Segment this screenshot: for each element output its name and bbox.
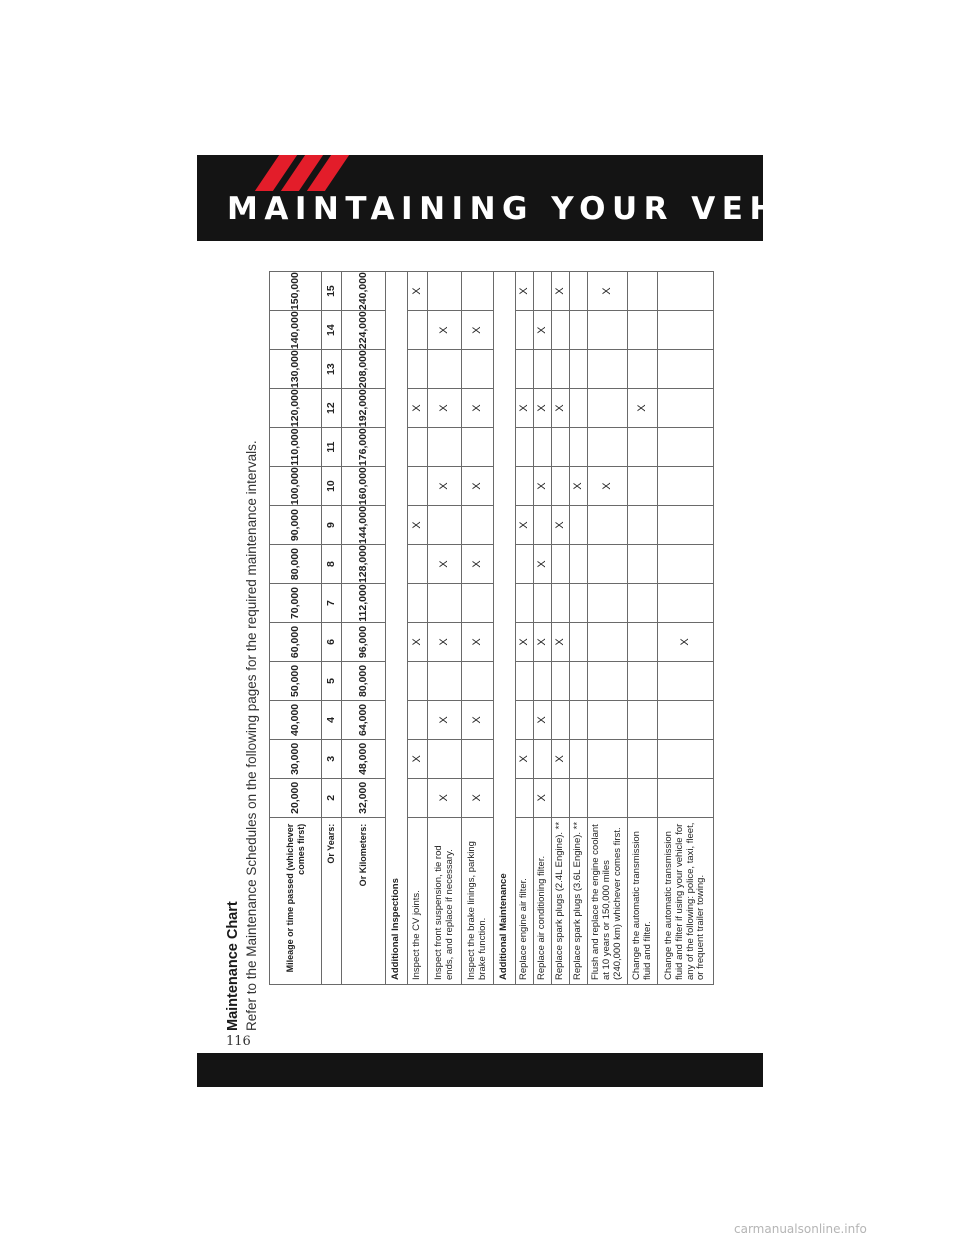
- interval-mark: [658, 272, 714, 311]
- interval-mark: [658, 428, 714, 467]
- interval-mark: [428, 272, 462, 311]
- mileage-label: Mileage or time passed (whichever comes first): [270, 817, 322, 984]
- years-value: 10: [322, 467, 342, 506]
- interval-mark: [628, 272, 658, 311]
- table-row: [588, 272, 628, 985]
- interval-mark: [658, 584, 714, 623]
- kilometers-value: 208,000: [342, 350, 386, 389]
- interval-mark: [534, 739, 552, 778]
- interval-mark: [428, 661, 462, 700]
- interval-mark: [628, 623, 658, 662]
- interval-mark: [408, 700, 428, 739]
- interval-mark: X: [408, 389, 428, 428]
- interval-mark: X: [428, 389, 462, 428]
- interval-mark: [552, 778, 570, 817]
- interval-mark: [462, 739, 494, 778]
- kilometers-value: 160,000: [342, 467, 386, 506]
- years-value: 14: [322, 311, 342, 350]
- interval-mark: [628, 350, 658, 389]
- interval-mark: [552, 467, 570, 506]
- interval-mark: X: [552, 389, 570, 428]
- table-row: [570, 272, 588, 985]
- interval-mark: X: [462, 545, 494, 584]
- mileage-value: 110,000: [270, 428, 322, 467]
- kilometers-value: 48,000: [342, 739, 386, 778]
- interval-mark: X: [588, 272, 628, 311]
- interval-mark: X: [428, 311, 462, 350]
- footer-bar: [197, 1053, 763, 1087]
- task-label: Inspect the CV joints.: [408, 817, 428, 984]
- interval-mark: X: [408, 272, 428, 311]
- interval-mark: [588, 739, 628, 778]
- interval-mark: [628, 584, 658, 623]
- section-title: Additional Maintenance: [494, 272, 516, 985]
- interval-mark: [552, 545, 570, 584]
- years-value: 5: [322, 661, 342, 700]
- interval-mark: X: [428, 778, 462, 817]
- interval-mark: X: [462, 700, 494, 739]
- interval-mark: [552, 584, 570, 623]
- interval-mark: [658, 661, 714, 700]
- years-value: 11: [322, 428, 342, 467]
- task-label: Replace air conditioning filter.: [534, 817, 552, 984]
- interval-mark: [408, 467, 428, 506]
- header-bar: [197, 155, 884, 241]
- interval-mark: [516, 661, 534, 700]
- interval-mark: [516, 778, 534, 817]
- interval-mark: X: [552, 623, 570, 662]
- interval-mark: X: [534, 700, 552, 739]
- task-label: Flush and replace the engine coolant at 10 years or 150,000 miles (240,000 km) whichever comes first.: [588, 817, 628, 984]
- kilometers-value: 192,000: [342, 389, 386, 428]
- interval-mark: X: [534, 467, 552, 506]
- interval-mark: [588, 661, 628, 700]
- years-value: 4: [322, 700, 342, 739]
- mileage-value: 60,000: [270, 623, 322, 662]
- interval-mark: [588, 584, 628, 623]
- years-value: 15: [322, 272, 342, 311]
- mileage-value: 150,000: [270, 272, 322, 311]
- interval-mark: [428, 739, 462, 778]
- years-value: 12: [322, 389, 342, 428]
- years-value: 2: [322, 778, 342, 817]
- interval-mark: [428, 584, 462, 623]
- mileage-value: 70,000: [270, 584, 322, 623]
- interval-mark: [462, 584, 494, 623]
- interval-mark: [516, 584, 534, 623]
- interval-mark: [408, 661, 428, 700]
- interval-mark: [462, 272, 494, 311]
- mileage-value: 90,000: [270, 506, 322, 545]
- interval-mark: [552, 700, 570, 739]
- mileage-value: 30,000: [270, 739, 322, 778]
- interval-mark: [408, 584, 428, 623]
- interval-mark: [408, 311, 428, 350]
- interval-mark: [628, 700, 658, 739]
- interval-mark: X: [462, 311, 494, 350]
- mileage-value: 130,000: [270, 350, 322, 389]
- kilometers-value: 128,000: [342, 545, 386, 584]
- kilometers-value: 144,000: [342, 506, 386, 545]
- interval-mark: [534, 661, 552, 700]
- task-label: Replace engine air filter.: [516, 817, 534, 984]
- table-row: [628, 272, 658, 985]
- interval-mark: [658, 311, 714, 350]
- interval-mark: [628, 428, 658, 467]
- interval-mark: X: [534, 311, 552, 350]
- interval-mark: X: [516, 739, 534, 778]
- interval-mark: [552, 350, 570, 389]
- years-value: 9: [322, 506, 342, 545]
- interval-mark: [570, 739, 588, 778]
- interval-mark: [516, 545, 534, 584]
- kilometers-value: 224,000: [342, 311, 386, 350]
- interval-mark: [658, 467, 714, 506]
- interval-mark: [628, 661, 658, 700]
- interval-mark: [628, 467, 658, 506]
- page-number: 116: [226, 1034, 251, 1049]
- interval-mark: [534, 506, 552, 545]
- interval-mark: [552, 311, 570, 350]
- interval-mark: [588, 311, 628, 350]
- task-label: Replace spark plugs (3.6L Engine). **: [570, 817, 588, 984]
- table-row: [516, 272, 534, 985]
- interval-mark: X: [516, 506, 534, 545]
- interval-mark: [570, 389, 588, 428]
- interval-mark: [408, 545, 428, 584]
- interval-mark: [588, 778, 628, 817]
- interval-mark: [408, 350, 428, 389]
- interval-mark: [628, 739, 658, 778]
- section-header-row: [386, 272, 408, 985]
- mileage-value: 40,000: [270, 700, 322, 739]
- years-value: 6: [322, 623, 342, 662]
- interval-mark: [462, 350, 494, 389]
- kilometers-value: 176,000: [342, 428, 386, 467]
- interval-mark: X: [570, 467, 588, 506]
- years-value: 13: [322, 350, 342, 389]
- interval-mark: [658, 350, 714, 389]
- interval-mark: [516, 700, 534, 739]
- years-value: 7: [322, 584, 342, 623]
- interval-mark: X: [408, 506, 428, 545]
- interval-mark: [408, 428, 428, 467]
- interval-mark: [462, 428, 494, 467]
- interval-mark: X: [428, 545, 462, 584]
- page-section-title: MAINTAINING YOUR VEHICLE: [227, 191, 884, 227]
- task-label: Inspect front suspension, tie rod ends, and replace if necessary.: [428, 817, 462, 984]
- interval-mark: X: [428, 700, 462, 739]
- interval-mark: X: [534, 545, 552, 584]
- years-value: 8: [322, 545, 342, 584]
- interval-mark: [570, 428, 588, 467]
- kilometers-value: 64,000: [342, 700, 386, 739]
- interval-mark: X: [658, 623, 714, 662]
- table-row: [534, 272, 552, 985]
- kilometers-value: 112,000: [342, 584, 386, 623]
- interval-mark: [658, 506, 714, 545]
- interval-mark: [534, 350, 552, 389]
- interval-mark: [658, 545, 714, 584]
- interval-mark: X: [552, 739, 570, 778]
- interval-mark: [570, 506, 588, 545]
- kilometers-value: 240,000: [342, 272, 386, 311]
- interval-mark: X: [534, 389, 552, 428]
- interval-mark: [628, 311, 658, 350]
- task-label: Replace spark plugs (2.4L Engine). **: [552, 817, 570, 984]
- interval-mark: [462, 661, 494, 700]
- interval-mark: [588, 623, 628, 662]
- interval-mark: [570, 661, 588, 700]
- interval-mark: [534, 428, 552, 467]
- interval-mark: [516, 350, 534, 389]
- interval-mark: [628, 506, 658, 545]
- interval-mark: [570, 623, 588, 662]
- table-row: [462, 272, 494, 985]
- interval-mark: [588, 389, 628, 428]
- mileage-value: 140,000: [270, 311, 322, 350]
- interval-mark: X: [408, 623, 428, 662]
- interval-mark: X: [588, 467, 628, 506]
- interval-mark: [534, 584, 552, 623]
- watermark: carmanualsonline.info: [734, 1222, 867, 1236]
- interval-mark: X: [534, 778, 552, 817]
- interval-mark: [570, 545, 588, 584]
- interval-mark: [428, 506, 462, 545]
- table-row: [428, 272, 462, 985]
- kilometers-value: 96,000: [342, 623, 386, 662]
- interval-mark: [588, 428, 628, 467]
- interval-mark: [628, 778, 658, 817]
- interval-mark: [570, 584, 588, 623]
- interval-mark: X: [428, 623, 462, 662]
- interval-mark: [570, 700, 588, 739]
- interval-mark: [408, 778, 428, 817]
- interval-mark: X: [534, 623, 552, 662]
- interval-mark: [570, 272, 588, 311]
- mileage-value: 50,000: [270, 661, 322, 700]
- years-label: Or Years:: [322, 817, 342, 984]
- interval-mark: [428, 428, 462, 467]
- interval-mark: X: [628, 389, 658, 428]
- interval-mark: X: [462, 389, 494, 428]
- interval-mark: [588, 506, 628, 545]
- maintenance-table: [269, 271, 714, 985]
- years-value: 3: [322, 739, 342, 778]
- mileage-value: 80,000: [270, 545, 322, 584]
- interval-mark: X: [462, 778, 494, 817]
- interval-mark: [516, 311, 534, 350]
- mileage-value: 120,000: [270, 389, 322, 428]
- kilometers-value: 32,000: [342, 778, 386, 817]
- interval-mark: X: [552, 506, 570, 545]
- interval-mark: [516, 467, 534, 506]
- interval-mark: [462, 506, 494, 545]
- interval-mark: [428, 350, 462, 389]
- task-label: Change the automatic transmission fluid and filter.: [628, 817, 658, 984]
- maintenance-chart-rotated: [225, 271, 707, 1031]
- interval-mark: X: [516, 389, 534, 428]
- section-title: Additional Inspections: [386, 272, 408, 985]
- kilometers-label: Or Kilometers:: [342, 817, 386, 984]
- interval-mark: [588, 545, 628, 584]
- interval-mark: [552, 428, 570, 467]
- header-row-years: [322, 272, 342, 985]
- interval-mark: [552, 661, 570, 700]
- interval-mark: X: [516, 272, 534, 311]
- header-row-mileage: [270, 272, 322, 985]
- mileage-value: 100,000: [270, 467, 322, 506]
- interval-mark: [658, 739, 714, 778]
- chart-title: Maintenance Chart: [225, 901, 241, 1031]
- interval-mark: [658, 700, 714, 739]
- header-row-kilometers: [342, 272, 386, 985]
- interval-mark: [628, 545, 658, 584]
- task-label: Inspect the brake linings, parking brake function.: [462, 817, 494, 984]
- table-row: [658, 272, 714, 985]
- interval-mark: X: [408, 739, 428, 778]
- mileage-value: 20,000: [270, 778, 322, 817]
- interval-mark: [570, 311, 588, 350]
- interval-mark: [658, 389, 714, 428]
- table-row: [552, 272, 570, 985]
- interval-mark: X: [462, 623, 494, 662]
- chart-subtitle: Refer to the Maintenance Schedules on the following pages for the required maintenance intervals.: [244, 440, 259, 1031]
- kilometers-value: 80,000: [342, 661, 386, 700]
- interval-mark: [534, 272, 552, 311]
- table-row: [408, 272, 428, 985]
- interval-mark: [588, 350, 628, 389]
- interval-mark: [658, 778, 714, 817]
- interval-mark: X: [428, 467, 462, 506]
- interval-mark: [570, 350, 588, 389]
- interval-mark: X: [462, 467, 494, 506]
- interval-mark: [516, 428, 534, 467]
- section-header-row: [494, 272, 516, 985]
- interval-mark: X: [516, 623, 534, 662]
- interval-mark: [588, 700, 628, 739]
- task-label: Change the automatic transmission fluid and filter if using your vehicle for any of the following: police, taxi, fleet, or frequent trailer towing.: [658, 817, 714, 984]
- interval-mark: X: [552, 272, 570, 311]
- interval-mark: [570, 778, 588, 817]
